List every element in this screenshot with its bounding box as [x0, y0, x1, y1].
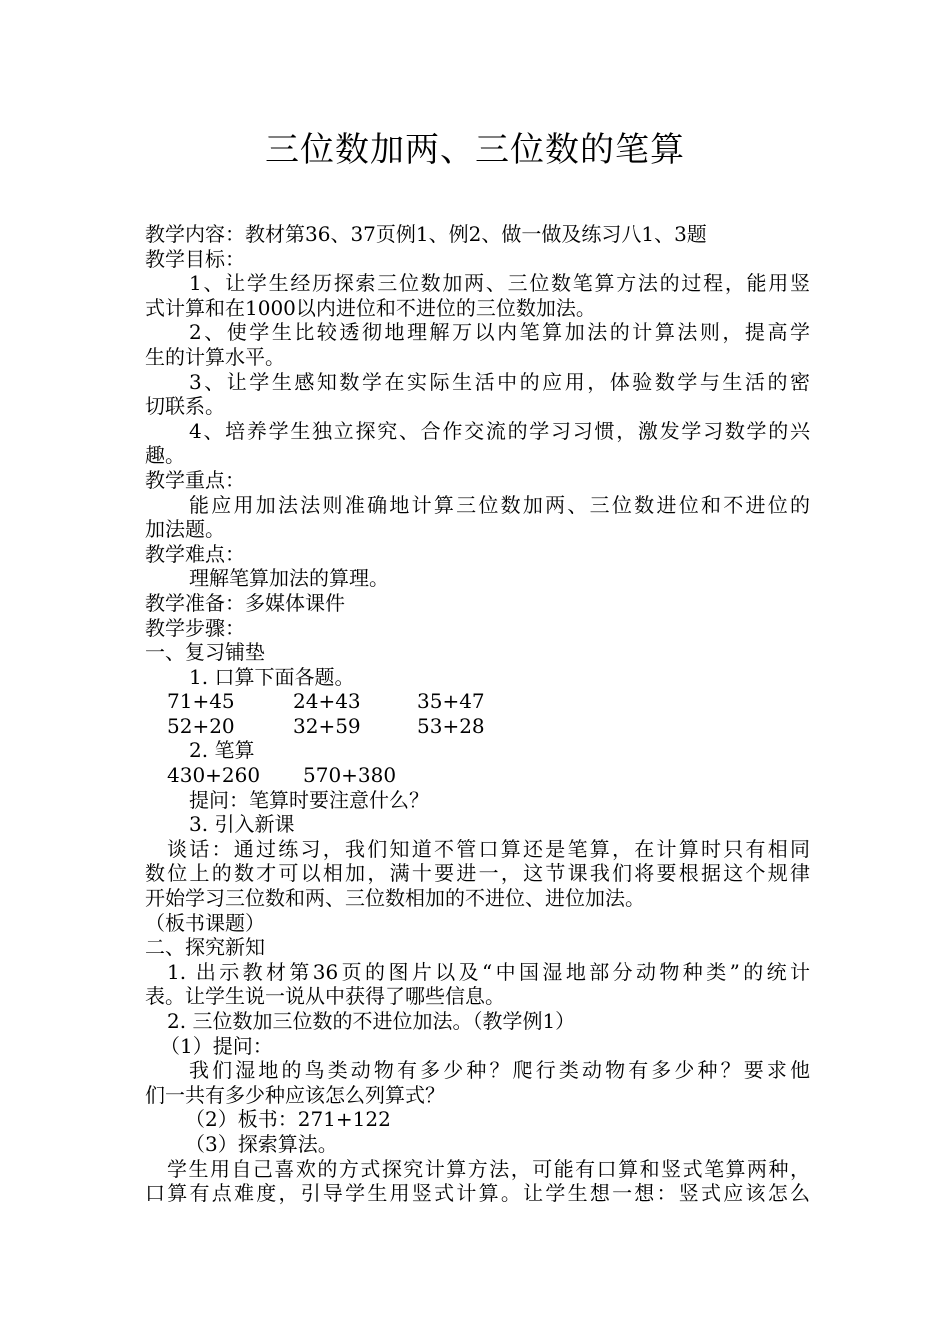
talk-line-3: 开始学习三位数和两、三位数相加的不进位、进位加法。 — [145, 886, 645, 911]
document-title: 三位数加两、三位数的笔算 — [265, 130, 685, 170]
objective-1-line-2: 式计算和在1000以内进位和不进位的三位数加法。 — [145, 295, 596, 320]
objective-4-line-1: 4、培养学生独立探究、合作交流的学习习惯，激发学习数学的兴 — [189, 418, 810, 443]
objective-3-line-2: 切联系。 — [145, 394, 225, 419]
oral-problem: 32+59 — [293, 713, 361, 738]
objective-1-line-1: 1、让学生经历探索三位数加两、三位数笔算方法的过程，能用竖 — [189, 271, 810, 296]
key-points-line-1: 能应用加法法则准确地计算三位数加两、三位数进位和不进位的 — [189, 492, 810, 517]
step-3-text-line-1: 学生用自己喜欢的方式探究计算方法，可能有口算和竖式笔算两种， — [167, 1156, 810, 1181]
oral-row — [145, 714, 810, 739]
board-title-note: （板书课题） — [145, 910, 265, 935]
oral-problem: 52+20 — [167, 713, 235, 738]
oral-calculation-label: 1. 口算下面各题。 — [189, 664, 355, 689]
objective-2-line-2: 生的计算水平。 — [145, 344, 285, 369]
objective-4-line-2: 趣。 — [145, 443, 185, 468]
difficulty-heading: 教学难点： — [145, 541, 245, 566]
step-1-text-line-1: 我们湿地的鸟类动物有多少种？爬行类动物有多少种？要求他 — [189, 1058, 810, 1083]
oral-row — [145, 689, 810, 714]
key-points-line-2: 加法题。 — [145, 517, 225, 542]
s2-item-2: 2. 三位数加三位数的不进位加法。（教学例1） — [167, 1009, 576, 1033]
objectives-heading: 教学目标： — [145, 246, 245, 271]
oral-problem: 71+45 — [167, 689, 235, 714]
difficulty-text: 理解笔算加法的算理。 — [189, 566, 389, 591]
objective-3-line-1: 3、让学生感知数学在实际生活中的应用，体验数学与生活的密 — [189, 369, 810, 394]
s2-item-1-line-1: 1. 出示教材第36页的图片以及“中国湿地部分动物种类”的统计 — [167, 959, 810, 984]
talk-line-2: 数位上的数才可以相加，满十要进一，这节课我们将要根据这个规律 — [145, 861, 810, 886]
step-1-text-line-2: 们一共有多少种应该怎么列算式？ — [145, 1082, 445, 1107]
step-1-label: （1）提问： — [160, 1033, 273, 1058]
written-problem: 430+260 — [167, 763, 261, 788]
oral-problem: 53+28 — [417, 713, 485, 738]
objective-2-line-1: 2、使学生比较透彻地理解万以内笔算加法的计算法则，提高学 — [189, 320, 810, 345]
section-1-heading: 一、复习铺垫 — [145, 640, 265, 665]
teaching-content-line: 教学内容：教材第36、37页例1、例2、做一做及练习八1、3题 — [145, 222, 707, 246]
step-3-label: （3）探索算法。 — [185, 1131, 338, 1156]
steps-heading: 教学步骤： — [145, 615, 245, 640]
step-3-text-line-2: 口算有点难度，引导学生用竖式计算。让学生想一想：竖式应该怎么 — [145, 1181, 810, 1206]
step-2-board: （2）板书：271+122 — [185, 1107, 391, 1132]
written-calculation-label: 2. 笔算 — [189, 738, 255, 763]
key-points-heading: 教学重点： — [145, 467, 245, 492]
lesson-plan-body — [145, 222, 810, 1206]
talk-line-1: 谈话：通过练习，我们知道不管口算还是笔算，在计算时只有相同 — [167, 836, 810, 861]
written-row — [145, 763, 810, 788]
oral-problem: 35+47 — [417, 689, 485, 714]
preparation-line: 教学准备：多媒体课件 — [145, 590, 345, 615]
introduce-lesson-label: 3. 引入新课 — [189, 812, 295, 837]
question-line: 提问：笔算时要注意什么？ — [189, 787, 429, 812]
section-2-heading: 二、探究新知 — [145, 935, 265, 960]
written-problem: 570+380 — [303, 763, 397, 788]
s2-item-1-line-2: 表。让学生说一说从中获得了哪些信息。 — [145, 984, 505, 1009]
oral-problem: 24+43 — [293, 689, 361, 714]
